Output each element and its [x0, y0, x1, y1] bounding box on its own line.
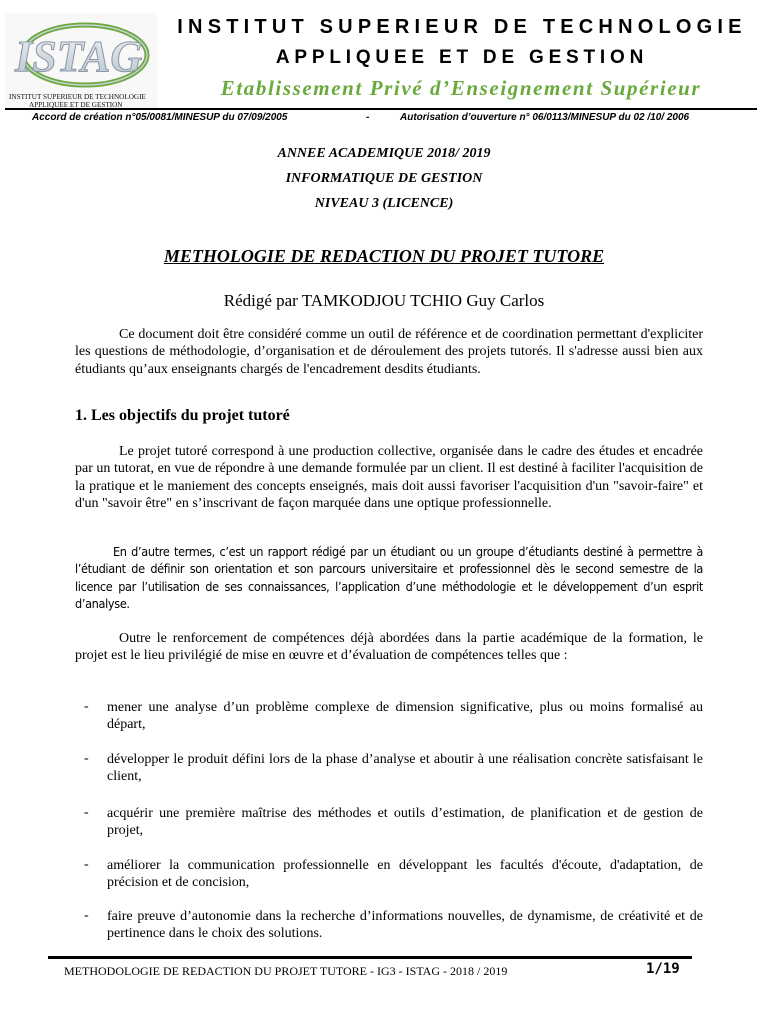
institution-name-line2: APPLIQUEE ET DE GESTION	[275, 47, 649, 68]
bullet-marker: -	[84, 908, 89, 923]
list-item: acquérir une première maîtrise des méthodes et outils d’estimation, de planification et de gestion de projet,	[107, 806, 703, 839]
footer-text: METHODOLOGIE DE REDACTION DU PROJET TUTORE - IG3 - ISTAG - 2018 / 2019	[64, 964, 508, 978]
author-line: Rédigé par TAMKODJOU TCHIO Guy Carlos	[223, 291, 545, 310]
section-heading-objectives: 1. Les objectifs du projet tutoré	[75, 407, 290, 424]
list-item: améliorer la communication professionnelle en développant les facultés d'écoute, d'adaptation, de précision et de concision,	[107, 858, 703, 891]
list-item: développer le produit défini lors de la phase d’analyse et aboutir à une réalisation concrète satisfaisant le client,	[107, 752, 703, 785]
objectives-paragraph-3: Outre le renforcement de compétences déjà abordées dans la partie académique de la formation, le projet est le lieu privilégié de mise en œuvre et d’évaluation de compétences telles que :	[75, 631, 703, 664]
program-name: INFORMATIQUE DE GESTION	[285, 171, 483, 186]
page-number: 1/19	[646, 961, 680, 977]
creation-agreement: Accord de création n°05/0081/MINESUP du 07/09/2005	[32, 112, 288, 123]
program-level: NIVEAU 3 (LICENCE)	[314, 196, 454, 211]
objectives-paragraph-2: En d’autre termes, c’est un rapport rédigé par un étudiant ou un groupe d’étudiants destiné à permettre à l’étudiant de définir son orientation et son parcours universitaire et professionnel dès le second semestre de la licence par l’utilisation de ses connaissances, l’application d’une méthodologie et le développement d’un esprit d’analyse.	[75, 544, 703, 611]
opening-authorization: Autorisation d’ouverture n° 06/0113/MINESUP du 02 /10/ 2006	[400, 112, 690, 123]
bullet-marker: -	[84, 699, 89, 714]
svg-text:INSTITUT SUPERIEUR DE TECHNOLO: INSTITUT SUPERIEUR DE TECHNOLOGIE	[9, 93, 146, 101]
academic-year: ANNEE ACADEMIQUE 2018/ 2019	[277, 146, 491, 161]
header-separator: -	[366, 112, 370, 123]
intro-paragraph: Ce document doit être considéré comme un outil de référence et de coordination permettant d'expliciter les questions de méthodologie, d’organisation et de déroulement des projets tutorés. Il s'adresse aussi bien aux étudiants qu’aux enseignants chargés de l'encadrement desdits étudiants.	[75, 327, 703, 377]
institution-name-line1: INSTITUT SUPERIEUR DE TECHNOLOGIE	[177, 16, 747, 38]
list-item: faire preuve d’autonomie dans la recherche d’informations nouvelles, de dynamisme, de créativité et de pertinence dans le choix des solutions.	[107, 909, 703, 942]
bullet-marker: -	[84, 805, 89, 820]
objectives-paragraph-1: Le projet tutoré correspond à une production collective, organisée dans le cadre des études et encadrée par un tutorat, en vue de répondre à une demande formulée par un client. Il est destiné à faciliter l'acquisition de la pratique et le maniement des concepts enseignés, mais doit aussi favoriser l'acquisition d'un "savoir-faire" et d'un "savoir être" en s’inscrivant de façon marquée dans une optique professionnelle.	[75, 444, 703, 511]
institution-status: Etablissement Privé d’Enseignement Supérieur	[220, 76, 702, 100]
istag-logo	[5, 13, 158, 108]
footer-divider	[48, 956, 692, 959]
svg-text:APPLIQUEE ET DE GESTION: APPLIQUEE ET DE GESTION	[29, 101, 123, 108]
bullet-marker: -	[84, 857, 89, 872]
document-title: METHOLOGIE DE REDACTION DU PROJET TUTORE	[163, 246, 605, 266]
bullet-marker: -	[84, 751, 89, 766]
svg-text:ISTAG: ISTAG	[15, 32, 143, 81]
list-item: mener une analyse d’un problème complexe de dimension significative, plus ou moins formalisé au départ,	[107, 700, 703, 733]
header-divider	[5, 108, 757, 110]
